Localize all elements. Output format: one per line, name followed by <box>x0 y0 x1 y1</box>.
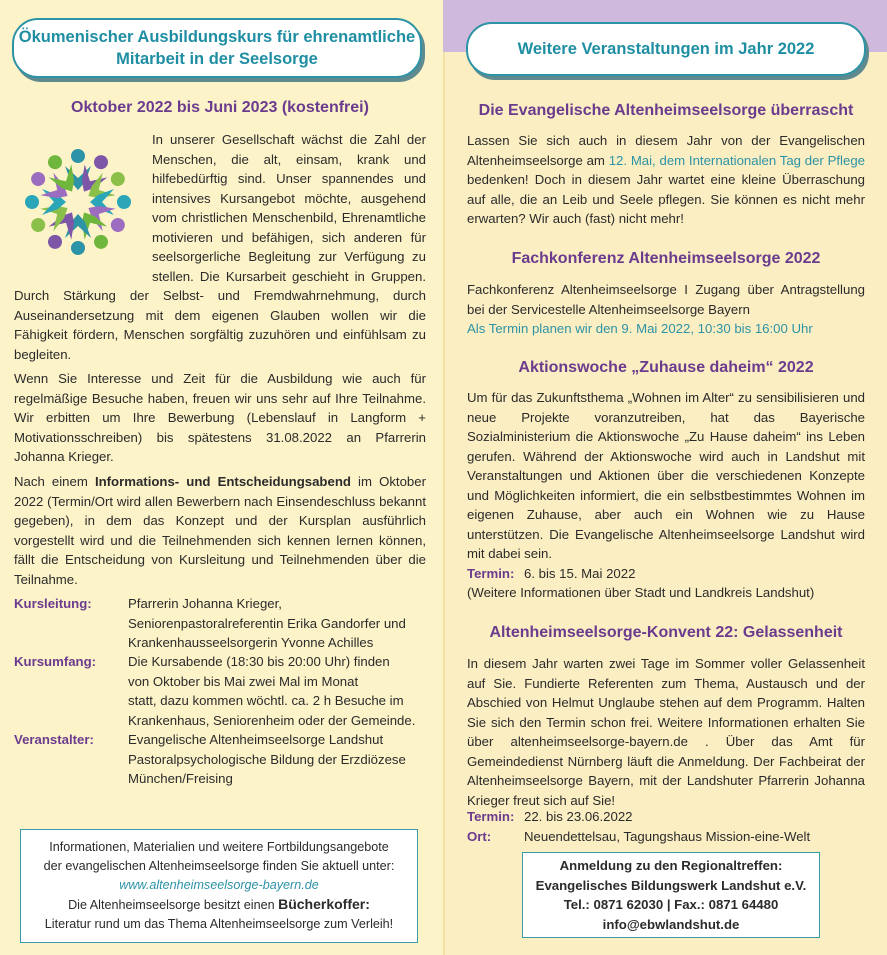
section-4-ort-value: Neuendettelsau, Tagungshaus Mission-eine-Welt <box>524 829 811 844</box>
section-3-title: Aktionswoche „Zuhause daheim“ 2022 <box>518 359 814 376</box>
kursleitung-label: Kursleitung: <box>14 596 92 611</box>
veranstalter-line-3: München/Freising <box>128 771 233 786</box>
info-evening-paragraph <box>14 472 426 589</box>
kursumfang-label: Kursumfang: <box>14 654 97 669</box>
infobox-buecherkoffer: Bücherkoffer: <box>278 896 370 912</box>
registration-line-3: Tel.: 0871 62030 | Fax.: 0871 64480 <box>563 897 779 912</box>
kursumfang-line-2: von Oktober bis Mai zwei Mal im Monat <box>128 673 359 689</box>
section-1-date-highlight: 12. Mai, dem Internationalen Tag der Pflege <box>608 152 865 168</box>
registration-box <box>522 852 820 938</box>
intro-text: In unserer Gesellschaft wächst die Zahl der Menschen, die alt, einsam, krank und hilfebedürftig sind. Unser spannendes und intensives Kursangebot möchte, ausgehend vom christlichen Menschenbild, Ehrenamtliche motivieren und befähigen, sich anderen für seelsorgerliche Begleitung zur Verfügung zu stellen. Die Kursarbeit geschieht in Gruppen. Durch Stärkung der Selbst- und Fremdwahrnehmung, durch Auseinandersetzung mit dem eigenen Glauben wollen wir die Fähigkeit fördern, Menschen sorgfältig zuzuhören und einfühlsam zu begleiten. <box>14 132 426 362</box>
course-period-heading: Oktober 2022 bis Juni 2023 (kostenfrei) <box>71 99 369 116</box>
kursleitung-line-1: Pfarrerin Johanna Krieger, <box>128 596 282 611</box>
veranstalter-line-2: Pastoralpsychologische Bildung der Erzdiözese <box>128 751 406 767</box>
kursleitung-value <box>128 594 448 653</box>
right-header-title: Weitere Veranstaltungen im Jahr 2022 <box>517 40 815 58</box>
detail-kursleitung <box>14 594 444 654</box>
right-header-pill <box>466 22 866 76</box>
kursumfang-line-3: statt, dazu kommen wöchtl. ca. 2 h Besuche im <box>128 693 404 708</box>
kursleitung-line-2: Seniorenpastoralreferentin Erika Gandorfer und <box>128 615 406 631</box>
section-4-text: In diesem Jahr warten zwei Tage im Sommer voller Gelassenheit auf Sie. Fundierte Referenten zum Thema, Austausch und der Abschied von Helmut Unglaube stehen auf dem Programm. Halten Sie sich den Termin schon frei. Weitere Informationen erhalten Sie über altenheimseelsorge-bayern.de . Über das Amt für Gemeindedienst Nürnberg läuft die Anmeldung. Der Fachbeirat der Altenheimseelsorge Bayern, mit der Landshuter Pfarrerin Johanna Krieger freut sich auf Sie! <box>467 656 865 808</box>
section-4-ort <box>467 827 867 847</box>
section-2-title: Fachkonferenz Altenheimseelsorge 2022 <box>511 250 821 267</box>
infobox-line-2: der evangelischen Altenheimseelsorge finden Sie aktuell unter: <box>43 859 395 873</box>
left-header-title: Ökumenischer Ausbildungskurs für ehrenamtliche Mitarbeit in der Seelsorge <box>18 28 416 68</box>
infobox-line-3-text: Die Altenheimseelsorge besitzt einen <box>68 898 279 912</box>
column-divider <box>443 52 445 955</box>
section-2-body: Fachkonferenz Altenheimseelsorge I Zugang über Antragstellung bei der Servicestelle Altenheimseelsorge Bayern <box>467 282 865 317</box>
kursumfang-line-1: Die Kursabende (18:30 bis 20:00 Uhr) finden <box>128 654 390 669</box>
detail-kursumfang <box>14 652 444 732</box>
logo-spacer <box>14 130 152 278</box>
section-3-termin-value: 6. bis 15. Mai 2022 <box>524 566 636 581</box>
infobox-line-4: Literatur rund um das Thema Altenheimseelsorge zum Verleih! <box>44 917 394 931</box>
section-4-title: Altenheimseelsorge-Konvent 22: Gelassenheit <box>489 624 843 641</box>
infobox-website-link[interactable]: www.altenheimseelsorge-bayern.de <box>119 878 319 892</box>
section-3-more-info: (Weitere Informationen über Stadt und Landkreis Landshut) <box>467 585 815 600</box>
info-pre-text: Nach einem <box>14 474 95 489</box>
section-1-pre: Lassen Sie sich auch in diesem Jahr von der Evangelischen Altenheimseelsorge am <box>467 133 865 168</box>
registration-line-1: Anmeldung zu den Regionaltreffen: <box>559 858 783 873</box>
infobox-line-1: Informationen, Materialien und weitere Fortbildungsangebote <box>49 840 389 854</box>
veranstalter-label: Veranstalter: <box>14 732 94 747</box>
infobox-line-3 <box>21 895 417 915</box>
section-3-text: Um für das Zukunftsthema „Wohnen im Alter“ zu sensibilisieren und neue Projekte voranzutreiben, hat das Bayerische Sozialministerium die Aktionswoche „Zu Hause daheim“ ins Leben gerufen. Während der Aktionswoche wird auch in Landshut mit Veranstaltungen und Aktionen über die verschiedenen Konzepte und Möglichkeiten informiert, die ein selbstbestimmtes Wohnen im eigenen Zuhause, aber auch ein Wohnen wie zu Hause unterstützen. Die Evangelische Altenheimseelsorge Landshut wird mit dabei sein. <box>467 390 865 561</box>
section-3-termin <box>467 564 867 584</box>
kursumfang-line-4: Krankenhaus, Seniorenheim oder der Gemeinde. <box>128 712 416 728</box>
veranstalter-line-1: Evangelische Altenheimseelsorge Landshut <box>128 732 384 747</box>
section-1-text <box>467 131 865 229</box>
registration-email[interactable]: info@ebwlandshut.de <box>602 916 740 932</box>
section-1-title: Die Evangelische Altenheimseelsorge überrascht <box>478 102 854 119</box>
registration-line-2: Evangelisches Bildungswerk Landshut e.V. <box>535 877 807 893</box>
info-bold-text: Informations- und Entscheidungsabend <box>94 474 351 489</box>
section-3-termin-label: Termin: <box>467 566 515 581</box>
section-4-termin <box>467 807 867 827</box>
section-4-termin-label: Termin: <box>467 809 515 824</box>
section-4-ort-label: Ort: <box>467 829 492 844</box>
kursumfang-value <box>128 652 448 730</box>
intro-paragraph <box>14 130 426 364</box>
detail-veranstalter <box>14 730 444 790</box>
veranstalter-value <box>128 730 448 789</box>
section-4-termin-value: 22. bis 23.06.2022 <box>524 809 633 824</box>
section-1-post: bedenken! Doch in diesem Jahr wartet eine kleine Überraschung auf alle, die an Leib und Seele pflegen. Sie können es nicht mehr erwarten? Wir auch (fast) nicht mehr! <box>467 172 865 226</box>
info-box <box>20 829 418 943</box>
left-header-pill <box>12 18 422 78</box>
interest-paragraph: Wenn Sie Interesse und Zeit für die Ausbildung wie auch für regelmäßige Besuche haben, freuen wir uns sehr auf Ihre Teilnahme. Wir erbitten um Ihre Bewerbung (Lebenslauf in Langform + Motivationsschreiben) bis spätestens 31.08.2022 an Pfarrerin Johanna Krieger. <box>14 371 426 464</box>
kursleitung-line-3: Krankenhausseelsorgerin Yvonne Achilles <box>128 635 374 650</box>
section-2-date-highlight: Als Termin planen wir den 9. Mai 2022, 10:30 bis 16:00 Uhr <box>467 321 813 336</box>
info-post-text: im Oktober 2022 (Termin/Ort wird allen Bewerbern nach Einsendeschluss bekannt gegeben), in dem das Konzept und der Kursplan ausführlich vorgestellt wird und die Teilnehmenden sich kennen lernen können, fällt die Entscheidung von Kursleitung und Teilnehmenden über die Teilnahme. <box>14 474 426 587</box>
section-2-text <box>467 280 865 339</box>
